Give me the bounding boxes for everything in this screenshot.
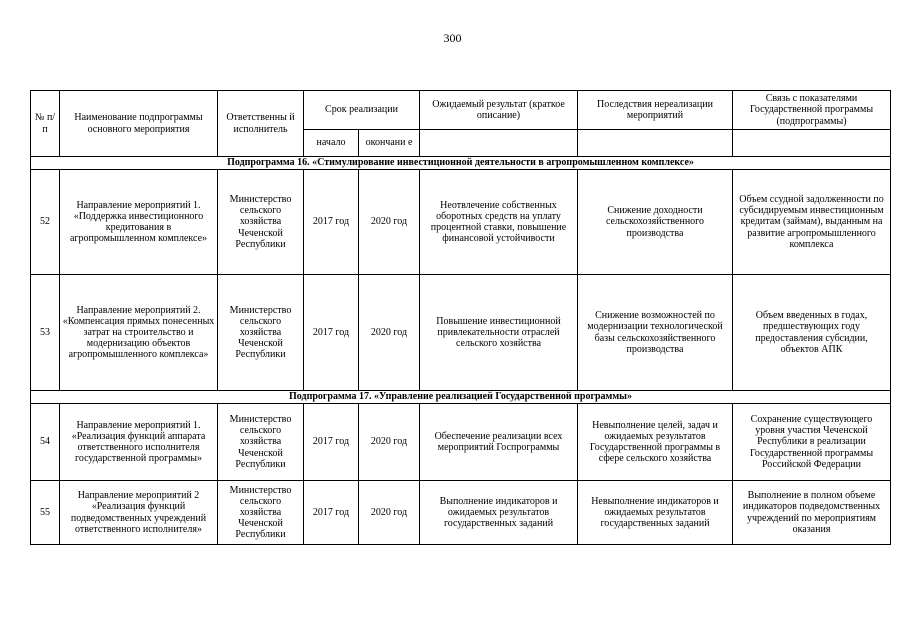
row-responsible: Министерство сельского хозяйства Чеченской Республики (218, 170, 304, 275)
row-end: 2020 год (359, 481, 420, 545)
row-result: Выполнение индикаторов и ожидаемых результатов государственных заданий (420, 481, 578, 545)
header-name: Наименование подпрограммы основного мероприятия (60, 91, 218, 157)
row-end: 2020 год (359, 404, 420, 481)
section-row (31, 157, 891, 170)
header-result-empty (420, 130, 578, 157)
row-start: 2017 год (304, 170, 359, 275)
row-name: Направление мероприятий 1. «Поддержка инвестиционного кредитования в агропромышленном комплексе» (60, 170, 218, 275)
header-link-empty (733, 130, 891, 157)
header-consequence: Последствия нереализации мероприятий (578, 91, 733, 130)
measures-table (30, 90, 891, 545)
page-number: 300 (443, 31, 462, 45)
row-result: Неотвлечение собственных оборотных средств на уплату процентной ставки, повышение финансовой устойчивости (420, 170, 578, 275)
row-name: Направление мероприятий 2 «Реализация функций подведомственных учреждений ответственного исполнителя» (60, 481, 218, 545)
section-title: Подпрограмма 17. «Управление реализацией Государственной программы» (31, 391, 891, 404)
row-start: 2017 год (304, 481, 359, 545)
row-num: 54 (31, 404, 60, 481)
row-end: 2020 год (359, 275, 420, 391)
table-row (31, 404, 891, 481)
row-name: Направление мероприятий 1. «Реализация функций аппарата ответственного исполнителя государственной программы» (60, 404, 218, 481)
table-row (31, 481, 891, 545)
row-responsible: Министерство сельского хозяйства Чеченской Республики (218, 404, 304, 481)
row-consequence: Снижение возможностей по модернизации технологической базы сельскохозяйственного производства (578, 275, 733, 391)
header-link: Связь с показателями Государственной программы (подпрограммы) (733, 91, 891, 130)
row-responsible: Министерство сельского хозяйства Чеченской Республики (218, 275, 304, 391)
row-start: 2017 год (304, 404, 359, 481)
section-title: Подпрограмма 16. «Стимулирование инвестиционной деятельности в агропромышленном комплексе» (31, 157, 891, 170)
header-consequence-empty (578, 130, 733, 157)
row-responsible: Министерство сельского хозяйства Чеченской Республики (218, 481, 304, 545)
row-name: Направление мероприятий 2. «Компенсация прямых понесенных затрат на строительство и модернизацию объектов агропромышленного комплекса» (60, 275, 218, 391)
row-link: Объем ссудной задолженности по субсидируемым инвестиционным кредитам (займам), выданным на развитие агропромышленного комплекса (733, 170, 891, 275)
row-num: 55 (31, 481, 60, 545)
header-term-start: начало (304, 130, 359, 157)
row-start: 2017 год (304, 275, 359, 391)
row-link: Сохранение существующего уровня участия Чеченской Республики в реализации Государственной программы Российской Федерации (733, 404, 891, 481)
row-consequence: Снижение доходности сельскохозяйственного производства (578, 170, 733, 275)
row-result: Обеспечение реализации всех мероприятий Госпрограммы (420, 404, 578, 481)
header-term-end: окончани е (359, 130, 420, 157)
row-link: Объем введенных в годах, предшествующих году предоставления субсидии, объектов АПК (733, 275, 891, 391)
row-num: 52 (31, 170, 60, 275)
header-num: № п/п (31, 91, 60, 157)
table-row (31, 275, 891, 391)
header-result: Ожидаемый результат (краткое описание) (420, 91, 578, 130)
header-responsible: Ответственны й исполнитель (218, 91, 304, 157)
header-term: Срок реализации (304, 91, 420, 130)
row-end: 2020 год (359, 170, 420, 275)
row-num: 53 (31, 275, 60, 391)
row-result: Повышение инвестиционной привлекательности отраслей сельского хозяйства (420, 275, 578, 391)
row-link: Выполнение в полном объеме индикаторов подведомственных учреждений по мероприятиям оказания (733, 481, 891, 545)
row-consequence: Невыполнение целей, задач и ожидаемых результатов Государственной программы в сфере сельского хозяйства (578, 404, 733, 481)
section-row (31, 391, 891, 404)
header-row (31, 91, 891, 130)
row-consequence: Невыполнение индикаторов и ожидаемых результатов государственных заданий (578, 481, 733, 545)
table-row (31, 170, 891, 275)
